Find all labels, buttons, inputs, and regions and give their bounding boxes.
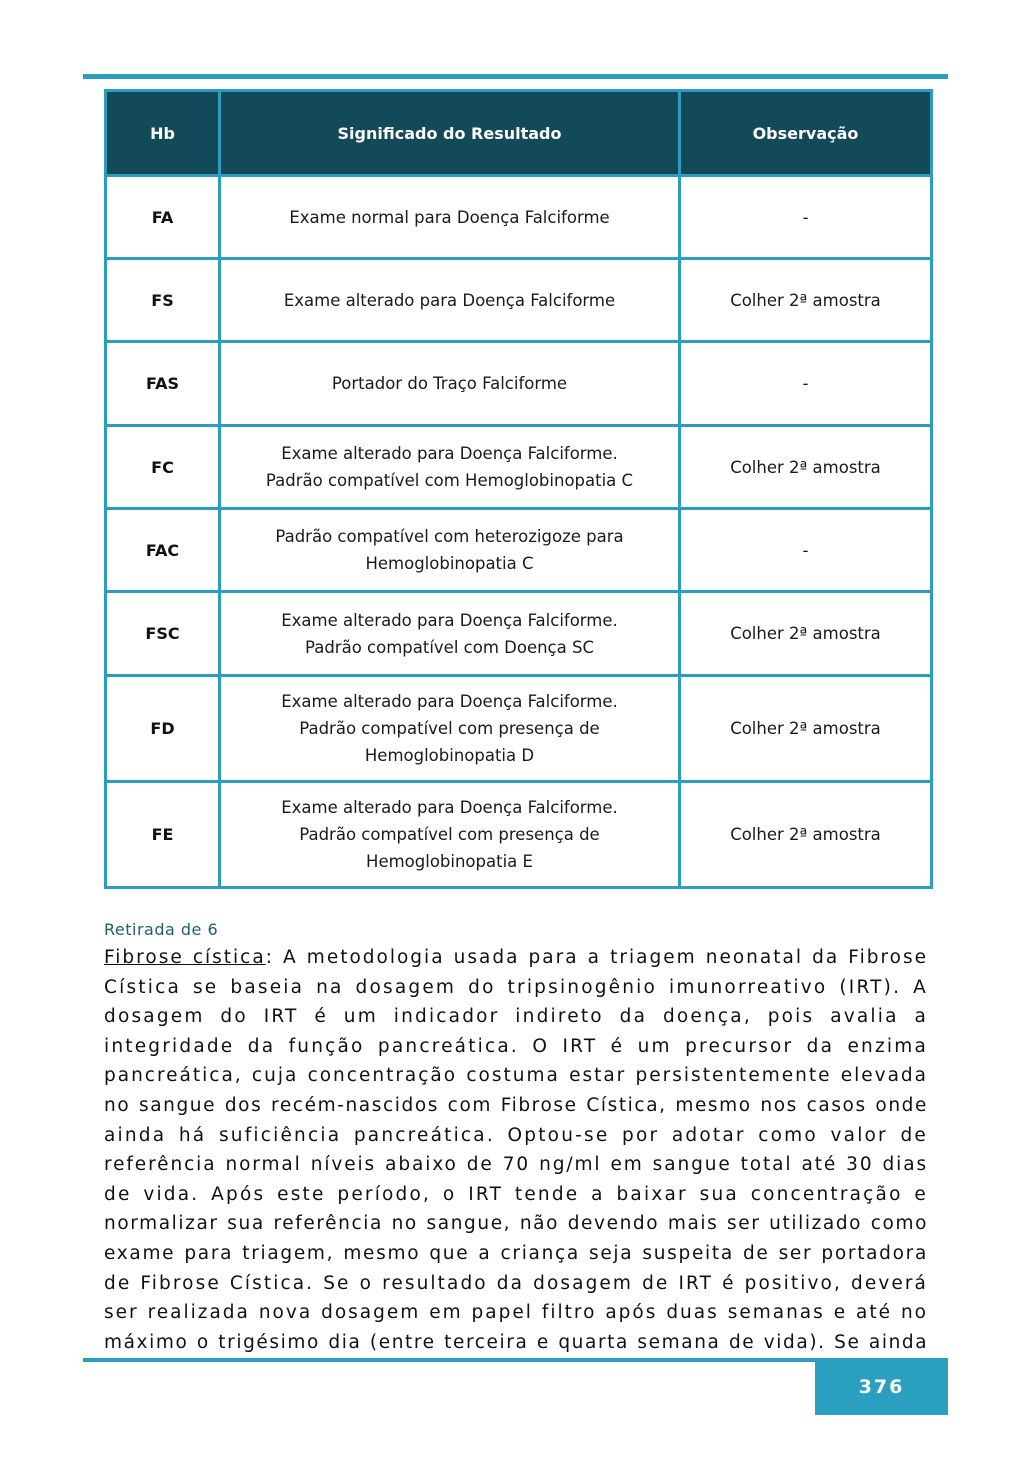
result-meaning <box>220 259 680 342</box>
hb-code: FA <box>106 176 220 259</box>
table-row <box>106 259 932 342</box>
observation: Colher 2ª amostra <box>680 426 932 509</box>
paragraph-line <box>104 943 928 973</box>
hb-code: FS <box>106 259 220 342</box>
header-observation: Observação <box>680 91 932 176</box>
result-meaning <box>220 509 680 592</box>
table-header-row <box>106 91 932 176</box>
meaning-line: Exame alterado para Doença Falciforme. <box>281 444 618 463</box>
observation: Colher 2ª amostra <box>680 676 932 782</box>
paragraph-line-text: : A metodologia usada para a triagem neonatal da Fibrose <box>265 947 928 968</box>
page-number-box <box>815 1358 948 1415</box>
result-meaning <box>220 176 680 259</box>
meaning-line: Exame alterado para Doença Falciforme <box>283 290 616 310</box>
header-meaning: Significado do Resultado <box>220 91 680 176</box>
result-meaning <box>220 426 680 509</box>
paragraph-line: dosagem do IRT é um indicador indireto da doença, pois avalia a <box>104 1006 928 1028</box>
paragraph-line: normalizar sua referência no sangue, não devendo mais ser utilizado como <box>104 1213 928 1235</box>
result-meaning <box>220 782 680 888</box>
table-row <box>106 676 932 782</box>
meaning-line: Exame alterado para Doença Falciforme. <box>281 798 618 817</box>
meaning-line: Padrão compatível com heterozigoze para <box>275 527 624 546</box>
page-number: 376 <box>858 1375 905 1398</box>
meaning-line: Padrão compatível com presença de <box>299 825 600 844</box>
paragraph-line: integridade da função pancreática. O IRT é um precursor da enzima <box>104 1035 928 1057</box>
meaning-line: Padrão compatível com Hemoglobinopatia C <box>265 471 634 490</box>
result-meaning <box>220 592 680 676</box>
result-meaning <box>220 342 680 426</box>
table-row <box>106 509 932 592</box>
meaning-line: Exame normal para Doença Falciforme <box>289 207 610 227</box>
hb-code: FC <box>106 426 220 509</box>
paragraph-line: exame para triagem, mesmo que a criança seja suspeita de ser portadora <box>104 1242 928 1264</box>
observation: - <box>680 176 932 259</box>
hemoglobin-results-table <box>104 89 933 889</box>
table-row <box>106 426 932 509</box>
paragraph-line: ser realizada nova dosagem em papel filtro após duas semanas e até no <box>104 1302 928 1324</box>
table-row <box>106 782 932 888</box>
top-rule <box>83 74 948 79</box>
hb-code: FE <box>106 782 220 888</box>
meaning-line: Exame alterado para Doença Falciforme. <box>281 692 618 711</box>
table-source-caption: Retirada de 6 <box>104 920 219 939</box>
meaning-line: Padrão compatível com presença de <box>299 719 600 738</box>
result-meaning <box>220 676 680 782</box>
hb-code: FD <box>106 676 220 782</box>
meaning-line: Padrão compatível com Doença SC <box>305 637 594 657</box>
paragraph-line: pancreática, cuja concentração costuma estar persistentemente elevada <box>104 1065 928 1087</box>
hb-code: FAS <box>106 342 220 426</box>
table-row <box>106 592 932 676</box>
meaning-line: Hemoglobinopatia D <box>364 746 535 765</box>
observation: Colher 2ª amostra <box>680 592 932 676</box>
table-row <box>106 342 932 426</box>
meaning-line: Portador do Traço Falciforme <box>331 374 568 393</box>
paragraph-term: Fibrose cística <box>104 947 266 968</box>
table-row <box>106 176 932 259</box>
paragraph-line: referência normal níveis abaixo de 70 ng/ml em sangue total até 30 dias <box>104 1154 928 1176</box>
paragraph-line: de Fibrose Cística. Se o resultado da dosagem de IRT é positivo, deverá <box>104 1272 928 1294</box>
meaning-line: Hemoglobinopatia E <box>366 852 533 871</box>
observation: Colher 2ª amostra <box>680 782 932 888</box>
meaning-line: Hemoglobinopatia C <box>365 554 534 573</box>
meaning-line: Exame alterado para Doença Falciforme. <box>281 610 618 630</box>
body-paragraph <box>104 943 928 1357</box>
header-hb: Hb <box>106 91 220 176</box>
hb-code: FAC <box>106 509 220 592</box>
paragraph-line: no sangue dos recém-nascidos com Fibrose Cística, mesmo nos casos onde <box>104 1094 928 1116</box>
observation: - <box>680 509 932 592</box>
observation: Colher 2ª amostra <box>680 259 932 342</box>
hb-code: FSC <box>106 592 220 676</box>
observation: - <box>680 342 932 426</box>
paragraph-line: Cística se baseia na dosagem do tripsinogênio imunorreativo (IRT). A <box>104 976 928 998</box>
paragraph-line: máximo o trigésimo dia (entre terceira e quarta semana de vida). Se ainda <box>104 1331 929 1353</box>
paragraph-line: de vida. Após este período, o IRT tende a baixar sua concentração e <box>104 1183 928 1205</box>
paragraph-line: ainda há suficiência pancreática. Optou-se por adotar como valor de <box>104 1124 928 1146</box>
